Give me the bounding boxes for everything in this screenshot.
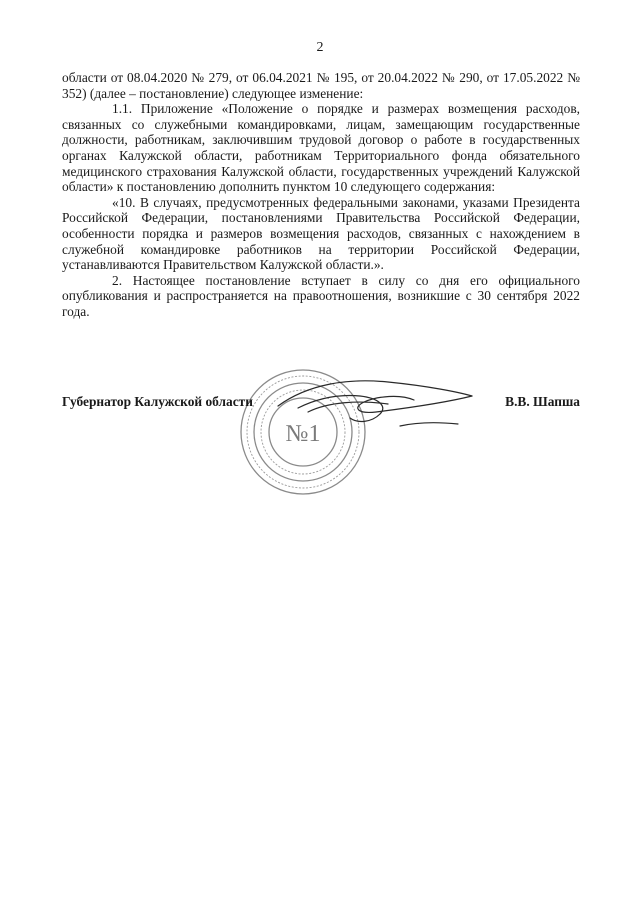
stamp-number: №1	[285, 421, 321, 447]
signer-name: В.В. Шапша	[505, 394, 580, 409]
signer-position: Губернатор Калужской области	[62, 394, 253, 409]
page-number: 2	[316, 40, 324, 55]
paragraph-item-1-1: 1.1. Приложение «Положение о порядке и размерах возмещения расходов, связанных со служебными командировками, лицам, замещающим государственные должности, работникам, заключившим трудовой договор о работе в государственных органах Калужской области, работникам Территориального фонда обязательного медицинского страхования Калужской области, государственных учреждений Калужской области» к постановлению дополнить пунктом 10 следующего содержания:	[62, 101, 580, 195]
paragraph-item-10: «10. В случаях, предусмотренных федеральными законами, указами Президента Российской Федерации, постановлениями Правительства Российской Федерации, особенности порядка и размеров возмещения расходов, связанных с нахождением в служебной командировке работников на территории Российской Федерации, устанавливаются Правительством Калужской области.».	[62, 194, 580, 273]
paragraph-item-2: 2. Настоящее постановление вступает в силу со дня его официального опубликования и распространяется на правоотношения, возникшие с 30 сентября 2022 года.	[62, 272, 580, 319]
document-body	[62, 70, 580, 320]
signature-block	[62, 394, 580, 414]
paragraph-continuation: области от 08.04.2020 № 279, от 06.04.2021 № 195, от 20.04.2022 № 290, от 17.05.2022 № 352) (далее – постановление) следующее изменение:	[62, 70, 580, 101]
